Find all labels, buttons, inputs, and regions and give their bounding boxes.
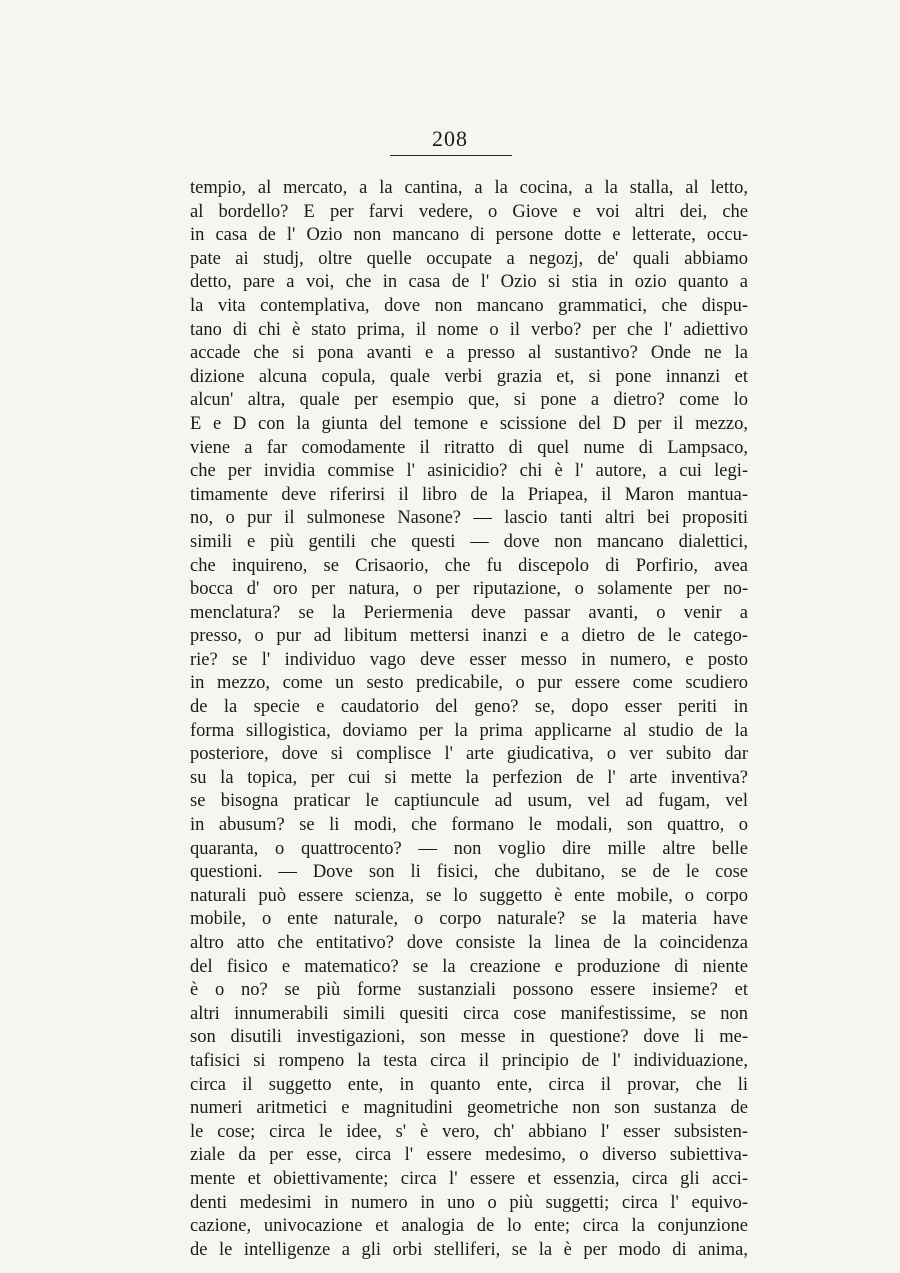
text-line: menclatura? se la Periermenia deve passar avanti, o venir a — [190, 602, 748, 623]
text-line: viene a far comodamente il ritratto di quel nume di Lampsaco, — [190, 437, 748, 458]
text-line: bocca d' oro per natura, o per riputazione, o solamente per no- — [190, 579, 748, 600]
text-line: denti medesimi in numero in uno o più suggetti; circa l' equivo- — [190, 1192, 748, 1213]
text-line: su la topica, per cui si mette la perfezion de l' arte inventiva? — [190, 767, 748, 788]
text-line: naturali può essere scienza, se lo suggetto è ente mobile, o corpo — [190, 885, 748, 906]
body-text — [190, 177, 748, 1262]
text-line: circa il suggetto ente, in quanto ente, circa il provar, che li — [190, 1074, 748, 1095]
text-line: forma sillogistica, doviamo per la prima applicarne al studio de la — [190, 720, 748, 741]
text-line: alcun' altra, quale per esempio que, si pone a dietro? come lo — [190, 390, 748, 411]
text-line: presso, o pur ad libitum mettersi inanzi e a dietro de le catego- — [190, 626, 748, 647]
header-rule — [390, 155, 512, 156]
text-line: dizione alcuna copula, quale verbi grazia et, si pone innanzi et — [190, 366, 748, 387]
text-line: le cose; circa le idee, s' è vero, ch' abbiano l' esser subsisten- — [190, 1121, 748, 1142]
text-line: son disutili investigazioni, son messe in questione? dove li me- — [190, 1027, 748, 1048]
text-line: è o no? se più forme sustanziali possono essere insieme? et — [190, 980, 748, 1001]
text-line: in casa de l' Ozio non mancano di persone dotte e letterate, occu- — [190, 225, 748, 246]
text-line: no, o pur il sulmonese Nasone? — lascio tanti altri bei propositi — [190, 508, 748, 529]
text-line: che per invidia commise l' asinicidio? chi è l' autore, a cui legi- — [190, 461, 748, 482]
text-line: rie? se l' individuo vago deve esser messo in numero, e posto — [190, 649, 748, 670]
text-line: de la specie e caudatorio del geno? se, dopo esser periti in — [190, 697, 748, 718]
text-line: E e D con la giunta del temone e scissione del D per il mezzo, — [190, 413, 748, 434]
text-line: in abusum? se li modi, che formano le modali, son quattro, o — [190, 815, 748, 836]
text-line: detto, pare a voi, che in casa de l' Ozio si stia in ozio quanto a — [190, 272, 748, 293]
page-number: 208 — [432, 126, 468, 151]
text-line: de le intelligenze a gli orbi stelliferi, se la è per modo di anima, — [190, 1239, 748, 1260]
text-line: questioni. — Dove son li fisici, che dubitano, se de le cose — [190, 862, 748, 883]
text-line: numeri aritmetici e magnitudini geometriche non son sustanza de — [190, 1098, 748, 1119]
text-line: tafisici si rompeno la testa circa il principio de l' individuazione, — [190, 1050, 748, 1071]
text-line: accade che si pona avanti e a presso al sustantivo? Onde ne la — [190, 343, 748, 364]
text-line: simili e più gentili che questi — dove non mancano dialettici, — [190, 531, 748, 552]
text-line: ziale da per esse, circa l' essere medesimo, o diverso subiettiva- — [190, 1145, 748, 1166]
text-line: quaranta, o quattrocento? — non voglio dire mille altre belle — [190, 838, 748, 859]
text-line: tano di chi è stato prima, il nome o il verbo? per che l' adiettivo — [190, 319, 748, 340]
text-line: del fisico e matematico? se la creazione e produzione di niente — [190, 956, 748, 977]
text-line: cazione, univocazione et analogia de lo ente; circa la conjunzione — [190, 1216, 748, 1237]
text-line: altro atto che entitativo? dove consiste la linea de la coincidenza — [190, 933, 748, 953]
text-line: in mezzo, come un sesto predicabile, o pur essere come scudiero — [190, 673, 748, 694]
text-line: mente et obiettivamente; circa l' essere et essenzia, circa gli acci- — [190, 1168, 748, 1189]
text-line: mobile, o ente naturale, o corpo naturale? se la materia have — [190, 909, 748, 930]
text-line: posteriore, dove si complisce l' arte giudicativa, o ver subito dar — [190, 744, 748, 765]
text-line: tempio, al mercato, a la cantina, a la cocina, a la stalla, al letto, — [190, 178, 748, 198]
text-line: la vita contemplativa, dove non mancano grammatici, che dispu- — [190, 295, 748, 316]
text-line: timamente deve riferirsi il libro de la Priapea, il Maron mantua- — [190, 484, 748, 505]
text-line: se bisogna praticar le captiuncule ad usum, vel ad fugam, vel — [190, 791, 748, 812]
text-line: al bordello? E per farvi vedere, o Giove e voi altri dei, che — [190, 201, 748, 222]
text-line: pate ai studj, oltre quelle occupate a negozj, de' quali abbiamo — [190, 248, 748, 269]
text-line: altri innumerabili simili quesiti circa cose manifestissime, se non — [190, 1003, 748, 1024]
text-line: che inquireno, se Crisaorio, che fu discepolo di Porfirio, avea — [190, 555, 748, 576]
